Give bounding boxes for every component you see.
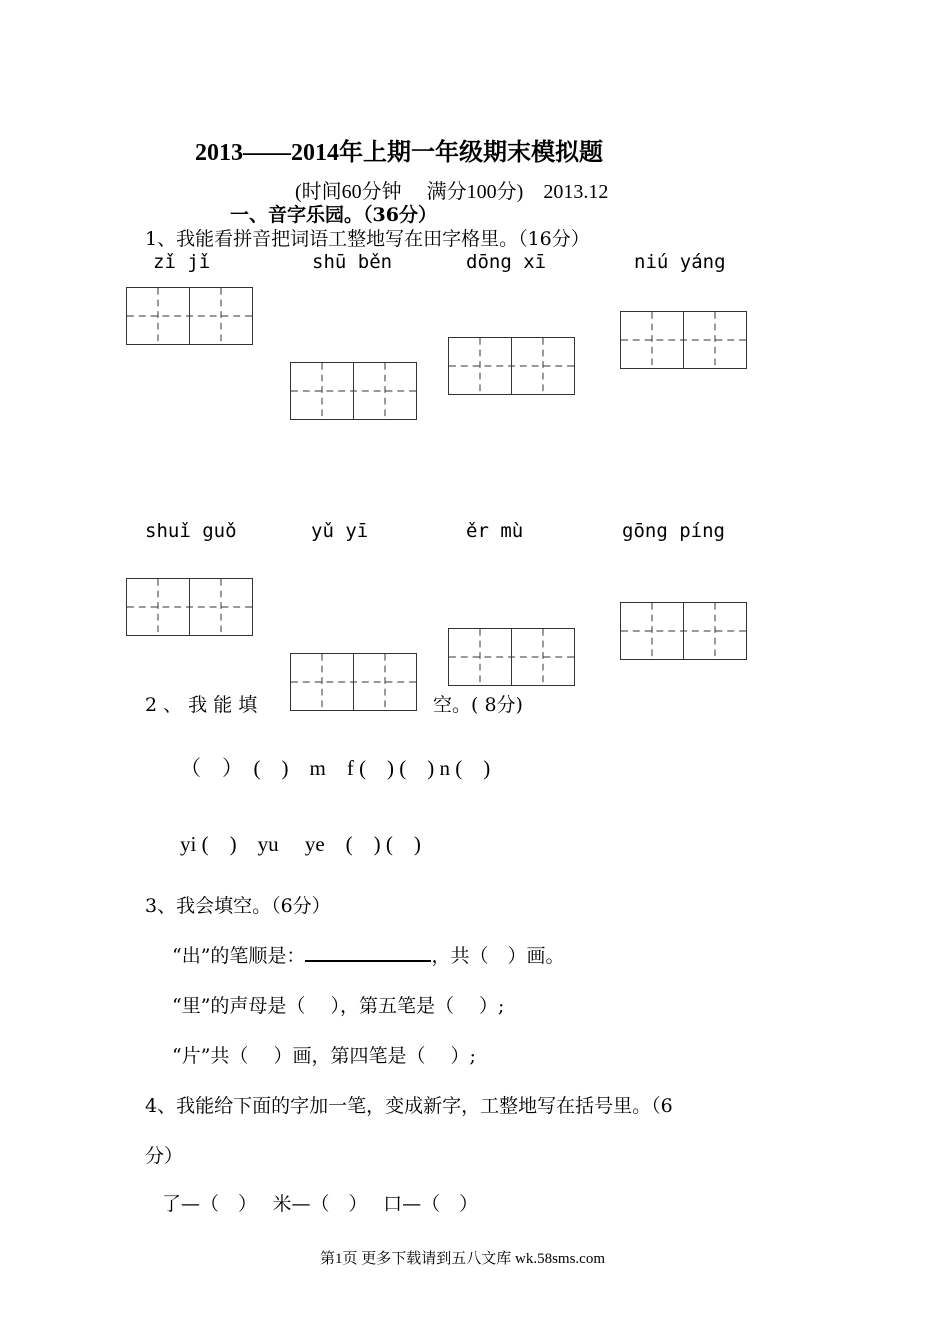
q4-prompt-cont: 分） xyxy=(145,1145,184,1167)
q2-line-2: yi ( ) yu ye ( ) ( ) xyxy=(180,832,421,856)
q3-line-3: “片”共（ ）画，第四笔是（ ）; xyxy=(172,1045,476,1067)
section-1-heading: 一、音字乐园。（36分） xyxy=(230,204,437,226)
tianzige-grid[interactable] xyxy=(126,578,253,636)
q4-items: 了—（ ） 米—（ ） 口—（ ） xyxy=(162,1193,479,1215)
q3-line-1-start: “出”的笔顺是： xyxy=(172,945,306,967)
q4-prompt: 4、我能给下面的字加一笔，变成新字，工整地写在括号里。（6 xyxy=(145,1095,673,1117)
tianzige-grid[interactable] xyxy=(290,653,417,711)
tianzige-grid[interactable] xyxy=(620,602,747,660)
page-footer: 第1页 更多下载请到五八文库 wk.58sms.com xyxy=(320,1251,606,1267)
tianzige-grid[interactable] xyxy=(290,362,417,420)
answer-blank[interactable] xyxy=(305,942,431,962)
pinyin-7: ěr mù xyxy=(466,520,524,542)
pinyin-3: dōng xī xyxy=(466,251,547,273)
q3-line-2: “里”的声母是（ ），第五笔是（ ）; xyxy=(172,995,505,1017)
q2-prompt-start: 2 、 我 能 填 xyxy=(145,694,258,716)
tianzige-grid[interactable] xyxy=(448,628,575,686)
q3-line-1-end: ，共（ ）画。 xyxy=(431,945,565,967)
pinyin-4: niú yáng xyxy=(634,251,726,273)
pinyin-2: shū běn xyxy=(312,251,393,273)
q2-line-1: （ ） ( ) m f ( ) ( ) n ( ) xyxy=(180,756,491,780)
pinyin-8: gōng píng xyxy=(622,520,725,542)
exam-info: (时间60分钟 满分100分) 2013.12 xyxy=(295,181,609,203)
pinyin-1: zǐ jǐ xyxy=(153,251,211,273)
q3-line-1 xyxy=(172,941,564,968)
tianzige-grid[interactable] xyxy=(448,337,575,395)
tianzige-grid[interactable] xyxy=(620,311,747,369)
q2-prompt-end: 空。( 8分) xyxy=(433,694,523,716)
tianzige-grid[interactable] xyxy=(126,287,253,345)
pinyin-6: yǔ yī xyxy=(311,520,369,542)
page-title: 2013——2014年上期一年级期末模拟题 xyxy=(195,140,603,166)
q3-prompt: 3、我会填空。（6分） xyxy=(145,895,331,917)
pinyin-5: shuǐ guǒ xyxy=(145,520,237,542)
q1-prompt: 1、我能看拼音把词语工整地写在田字格里。（16分） xyxy=(145,228,590,250)
